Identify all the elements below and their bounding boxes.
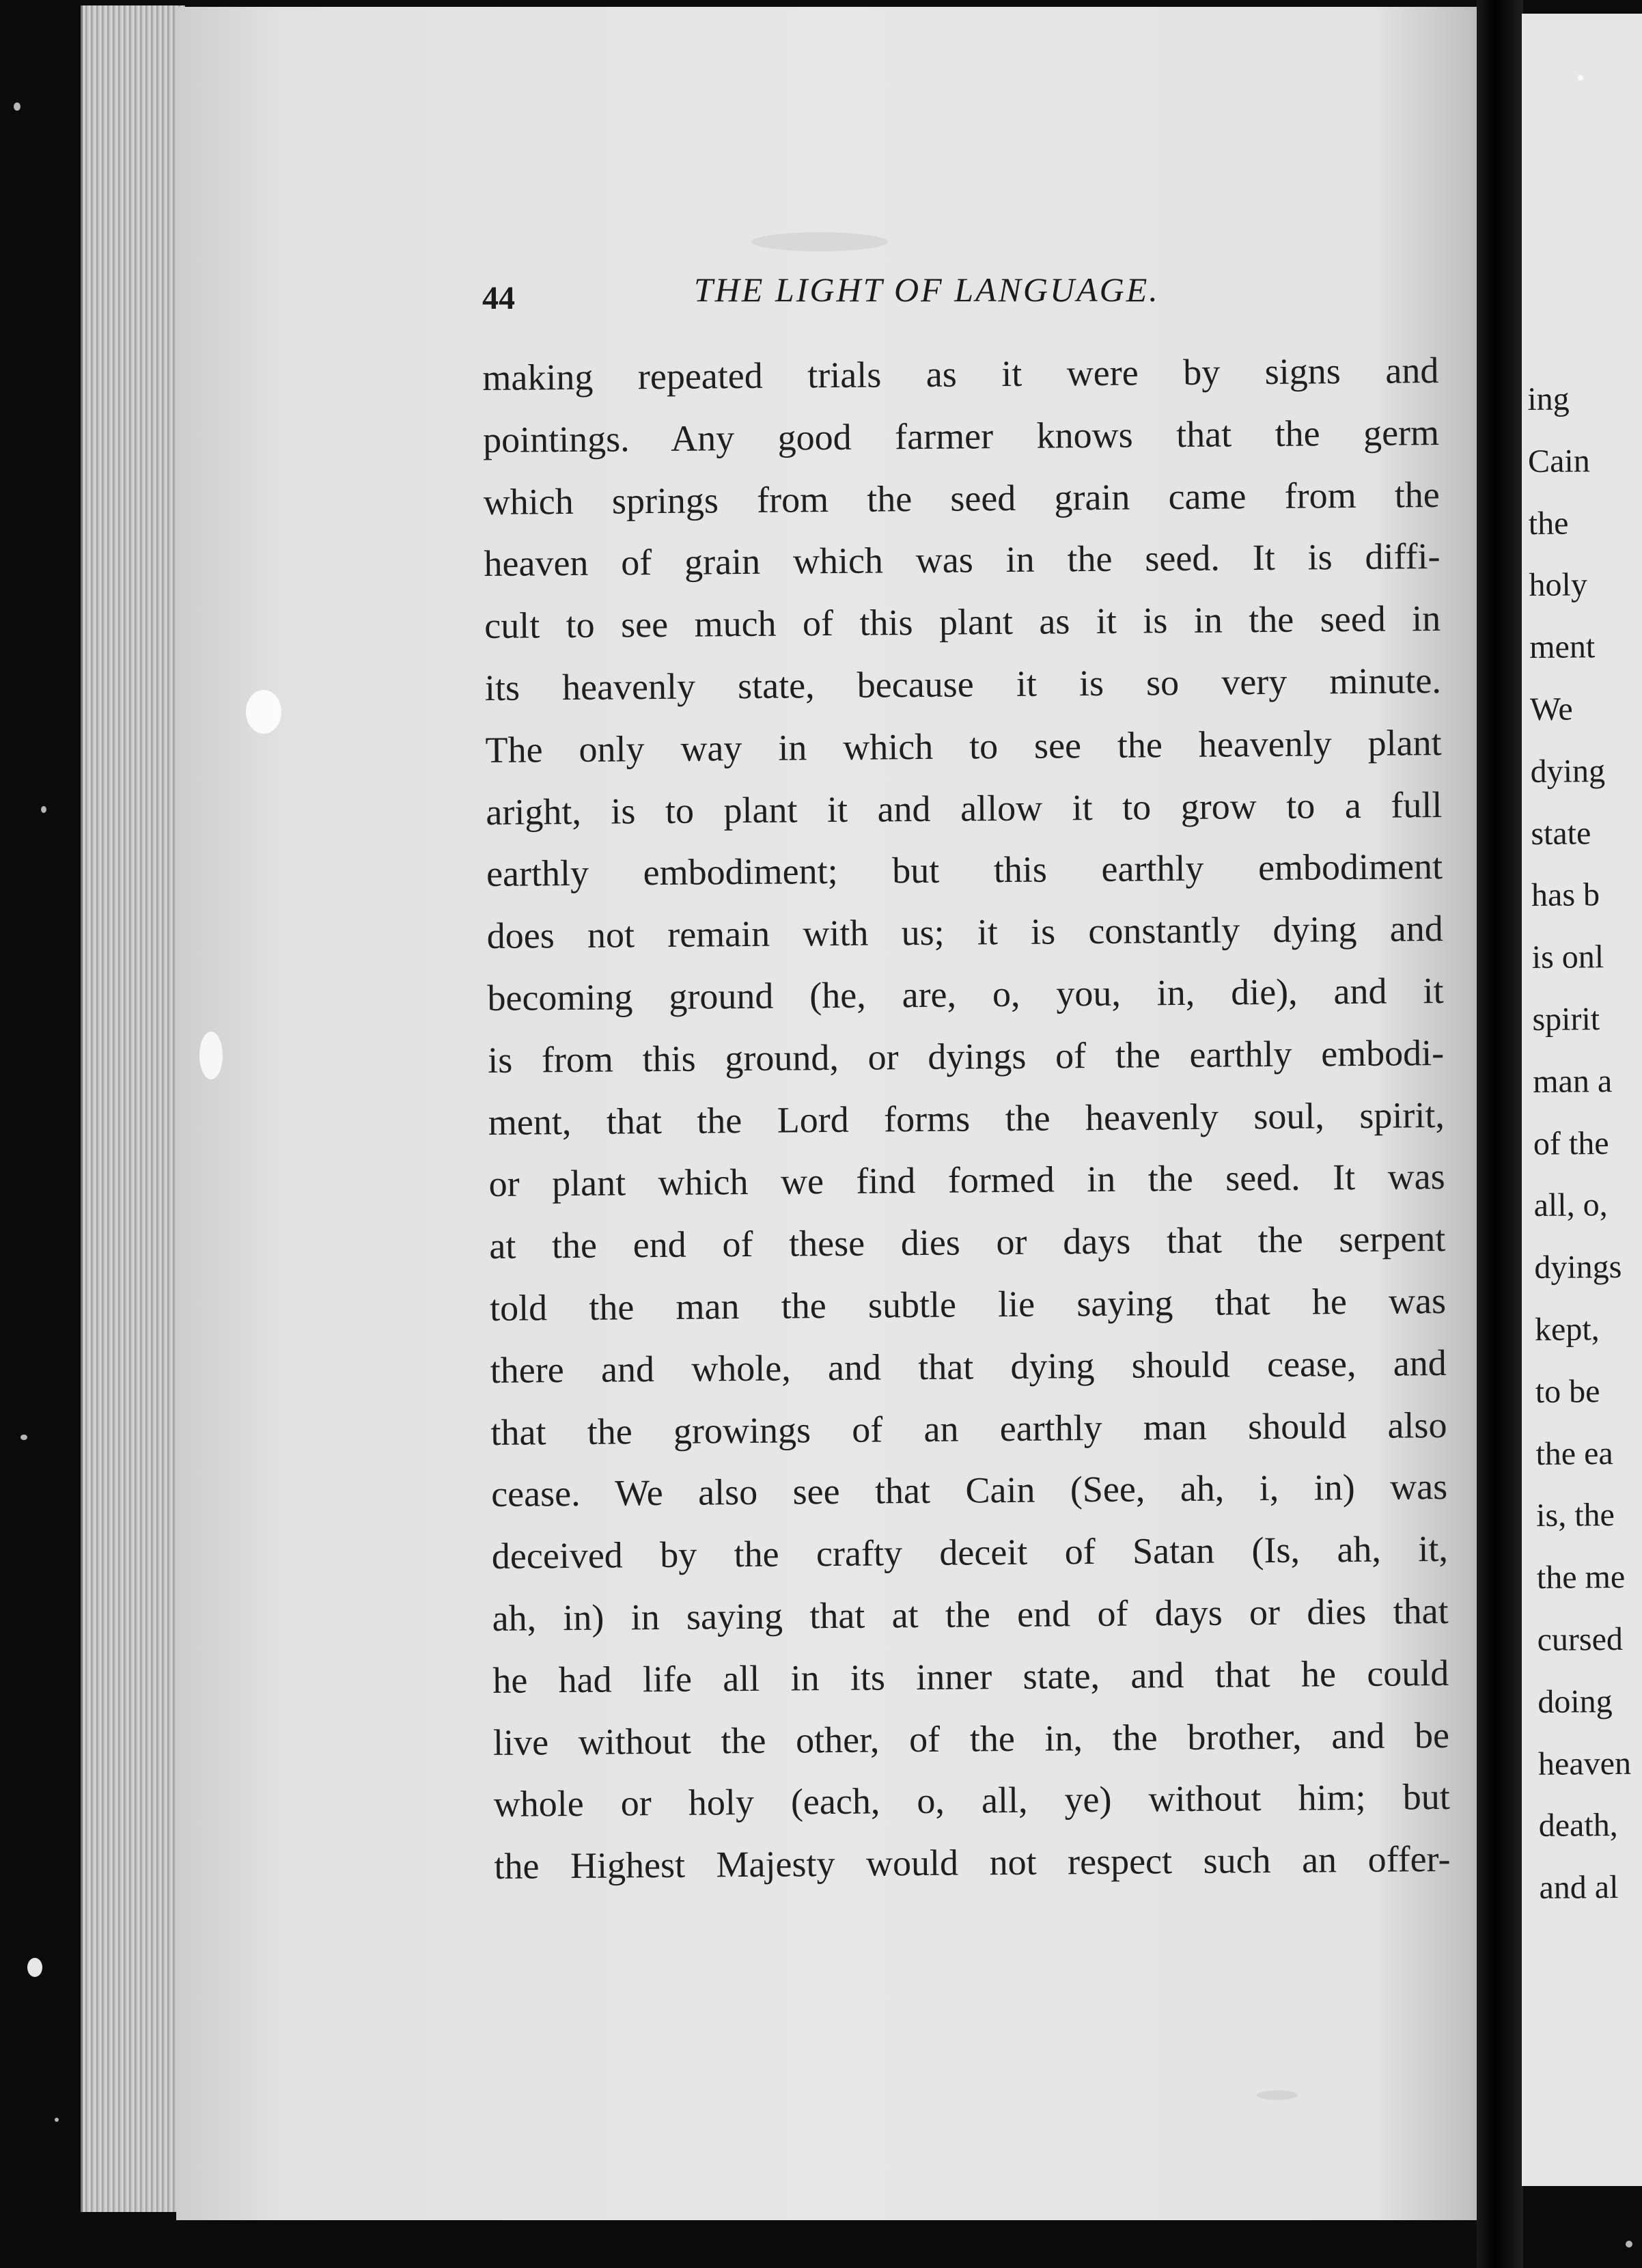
text-line: ment, that the Lord forms the heavenly soul, spirit, [488, 1094, 1445, 1143]
text-line: earthly embodiment; but this earthly embodiment [486, 846, 1443, 895]
dust-speck [1578, 75, 1583, 81]
dust-speck [27, 1958, 42, 1977]
running-title: THE LIGHT OF LANGUAGE. [694, 271, 1160, 309]
text-line: there and whole, and that dying should cease, and [490, 1342, 1447, 1391]
body-text [482, 340, 1464, 1898]
text-line: or plant which we find formed in the seed. It was [488, 1156, 1445, 1205]
text-line: is from this ground, or dyings of the earthly embodi- [487, 1032, 1445, 1081]
dust-speck [1626, 2241, 1632, 2248]
text-line: aright, is to plant it and allow it to grow to a full [486, 784, 1443, 833]
dust-speck [1257, 2090, 1298, 2100]
facing-line: the me [1536, 1559, 1626, 1596]
text-line: at the end of these dies or days that the serpent [489, 1218, 1446, 1267]
facing-line: of the [1533, 1124, 1609, 1162]
facing-line: We [1529, 691, 1573, 728]
page-number: 44 [482, 280, 515, 316]
text-line: cease. We also see that Cain (See, ah, i, in) was [490, 1466, 1448, 1515]
text-line: cult to see much of this plant as it is in the seed in [484, 598, 1441, 647]
text-line: becoming ground (he, are, o, you, in, die), and it [487, 969, 1444, 1019]
facing-line: is onl [1531, 939, 1604, 976]
facing-line: to be [1535, 1372, 1600, 1410]
facing-line: man a [1532, 1062, 1613, 1100]
text-line: he had life all in its inner state, and that he could [492, 1652, 1449, 1701]
dust-speck [751, 232, 888, 251]
facing-line: the [1528, 505, 1569, 542]
facing-line: doing [1537, 1683, 1613, 1720]
facing-line: the ea [1535, 1435, 1613, 1472]
text-line: told the man the subtle lie saying that he was [489, 1280, 1447, 1329]
text-line: heaven of grain which was in the seed. It is diffi- [484, 536, 1441, 585]
facing-line: dying [1530, 752, 1606, 790]
text-line: its heavenly state, because it is so very minute. [484, 659, 1442, 708]
facing-page-text [1527, 368, 1642, 1920]
text-line: making repeated trials as it were by signs and [482, 350, 1439, 398]
facing-line: spirit [1532, 1001, 1600, 1038]
facing-line: state [1531, 814, 1591, 852]
facing-line: dyings [1534, 1249, 1622, 1286]
dust-speck [55, 2118, 59, 2122]
text-line: The only way in which to see the heavenly plant [485, 721, 1442, 771]
facing-line: kept, [1534, 1311, 1600, 1348]
running-head [482, 270, 1452, 318]
page-edges [81, 5, 185, 2212]
facing-line: and al [1539, 1869, 1619, 1907]
facing-line: heaven [1537, 1745, 1632, 1782]
text-line: the Highest Majesty would not respect such an offer- [494, 1838, 1451, 1887]
facing-line: ment [1529, 628, 1596, 666]
facing-line: ing [1527, 381, 1570, 417]
text-line: which springs from the seed grain came from the [483, 473, 1440, 523]
dust-speck [199, 1032, 223, 1079]
book-gutter [1477, 0, 1523, 2268]
facing-line: holy [1529, 566, 1588, 604]
text-line: that the growings of an earthly man should also [490, 1404, 1447, 1453]
facing-line: is, the [1535, 1497, 1615, 1534]
text-line: ah, in) in saying that at the end of days or dies that [492, 1590, 1449, 1639]
text-line: does not remain with us; it is constantly dying and [486, 908, 1443, 957]
dust-speck [41, 806, 46, 813]
facing-line: all, o, [1533, 1187, 1608, 1224]
dust-speck [14, 102, 20, 111]
facing-line: death, [1538, 1807, 1618, 1844]
dust-speck [246, 690, 281, 734]
facing-line: Cain [1527, 443, 1590, 480]
text-line: live without the other, of the in, the brother, and be [492, 1714, 1450, 1763]
facing-line: cursed [1537, 1620, 1624, 1658]
facing-line: has b [1531, 876, 1600, 914]
text-line: pointings. Any good farmer knows that the germ [482, 411, 1440, 460]
text-line: deceived by the crafty deceit of Satan (Is, ah, it, [491, 1528, 1449, 1577]
dust-speck [20, 1435, 27, 1440]
text-line: whole or holy (each, o, all, ye) without him; but [493, 1776, 1450, 1825]
